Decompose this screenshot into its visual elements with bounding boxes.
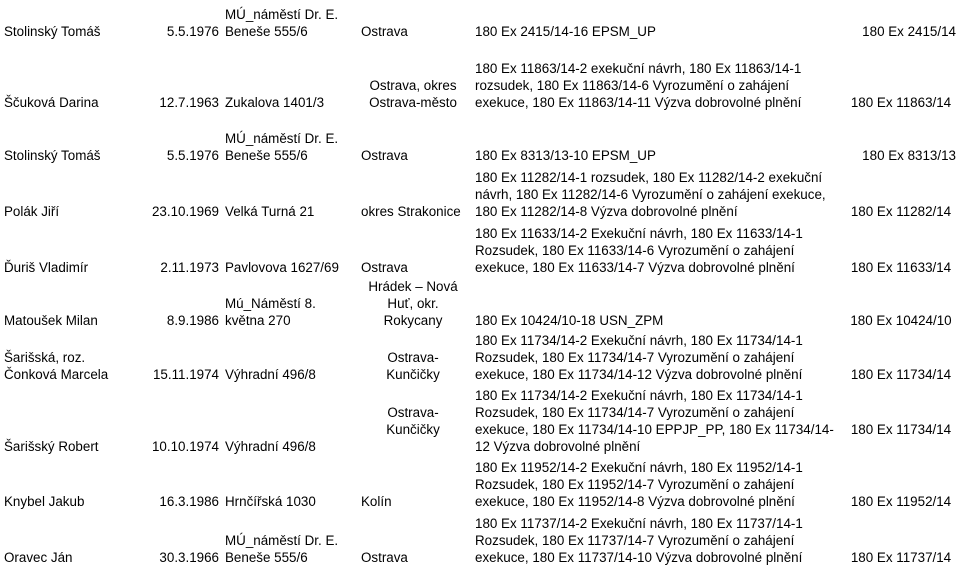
address-cell: Pavlovova 1627/69 (225, 260, 339, 275)
birth-date-cell: 10.10.1974 (151, 439, 219, 454)
description-cell: 180 Ex 11734/14-2 Exekuční návrh, 180 Ex 11734/14-1 Rozsudek, 180 Ex 11734/14-7 Vyrozumění o zahájení exekuce, 180 Ex 11734/14-12 Výzva dobrovolné plnění (475, 333, 803, 382)
name-cell: Stolinský Tomáš (4, 24, 101, 39)
description-cell: 180 Ex 11734/14-2 Exekuční návrh, 180 Ex 11734/14-1 Rozsudek, 180 Ex 11734/14-7 Vyrozumění o zahájení exekuce, 180 Ex 11734/14-10 EPPJP_PP, 180 Ex 11734/14-12 Výzva dobrovolné plnění (475, 388, 834, 454)
table-row (0, 0, 960, 40)
case-number-cell: 180 Ex 8313/13 (862, 148, 956, 163)
address-cell: MÚ_náměstí Dr. E. Beneše 555/6 (225, 131, 339, 163)
name-cell: Knybel Jakub (4, 494, 85, 509)
case-number-cell: 180 Ex 10424/10 (850, 313, 952, 328)
table-row (0, 276, 960, 329)
case-number-cell: 180 Ex 11863/14 (850, 95, 952, 110)
city-cell: Ostrava (361, 24, 408, 39)
description-cell: 180 Ex 10424/10-18 USN_ZPM (475, 313, 664, 328)
birth-date-cell: 2.11.1973 (160, 260, 219, 275)
address-cell: Výhradní 496/8 (225, 367, 316, 382)
city-cell: Ostrava (361, 148, 408, 163)
table-row (0, 455, 960, 510)
city-cell: Kolín (361, 494, 392, 509)
address-cell: MÚ_náměstí Dr. E. Beneše 555/6 (225, 7, 339, 39)
address-cell: Zukalova 1401/3 (225, 95, 325, 110)
description-cell: 180 Ex 11633/14-2 Exekuční návrh, 180 Ex 11633/14-1 Rozsudek, 180 Ex 11633/14-6 Vyrozumění o zahájení exekuce, 180 Ex 11633/14-7 Výzva dobrovolné plnění (475, 226, 803, 275)
birth-date-cell: 5.5.1976 (166, 24, 219, 39)
name-cell: Šarišská, roz. Čonková Marcela (4, 350, 109, 382)
description-cell: 180 Ex 8313/13-10 EPSM_UP (475, 148, 656, 163)
description-cell: 180 Ex 11952/14-2 Exekuční návrh, 180 Ex 11952/14-1 Rozsudek, 180 Ex 11952/14-7 Vyrozumění o zahájení exekuce, 180 Ex 11952/14-8 Výzva dobrovolné plnění (475, 460, 803, 509)
name-cell: Oravec Ján (4, 550, 73, 565)
birth-date-cell: 23.10.1969 (151, 204, 219, 219)
case-number-cell: 180 Ex 2415/14 (862, 24, 956, 39)
table-row (0, 111, 960, 164)
case-number-cell: 180 Ex 11737/14 (850, 550, 952, 565)
table-row (0, 164, 960, 220)
description-cell: 180 Ex 11282/14-1 rozsudek, 180 Ex 11282/14-2 exekuční návrh, 180 Ex 11282/14-6 Vyrozumění o zahájení exekuce, 180 Ex 11282/14-8 Výzva dobrovolné plnění (475, 170, 826, 219)
table-row (0, 383, 960, 455)
city-cell: Hrádek – Nová Huť, okr. Rokycany (368, 279, 458, 328)
birth-date-cell: 15.11.1974 (152, 367, 219, 382)
table-row (0, 40, 960, 111)
name-cell: Ďuriš Vladimír (4, 260, 89, 275)
address-cell: Hrnčířská 1030 (225, 494, 316, 509)
address-cell: Výhradní 496/8 (225, 439, 316, 454)
birth-date-cell: 12.7.1963 (159, 95, 219, 110)
city-cell: Ostrava (361, 550, 408, 565)
name-cell: Ščuková Darina (4, 95, 99, 110)
case-number-cell: 180 Ex 11734/14 (850, 422, 952, 437)
birth-date-cell: 30.3.1966 (159, 550, 219, 565)
city-cell: Ostrava (361, 260, 408, 275)
description-cell: 180 Ex 11737/14-2 Exekuční návrh, 180 Ex 11737/14-1 Rozsudek, 180 Ex 11737/14-7 Vyrozumění o zahájení exekuce, 180 Ex 11737/14-10 Výzva dobrovolné plnění (475, 516, 803, 565)
case-number-cell: 180 Ex 11952/14 (850, 494, 952, 509)
case-number-cell: 180 Ex 11633/14 (850, 260, 952, 275)
birth-date-cell: 8.9.1986 (166, 313, 219, 328)
name-cell: Polák Jiří (4, 204, 60, 219)
city-cell: Ostrava, okres Ostrava-město (369, 78, 457, 110)
name-cell: Šarišský Robert (4, 439, 99, 454)
table-row (0, 220, 960, 276)
name-cell: Matoušek Milan (4, 313, 98, 328)
city-cell: okres Strakonice (361, 204, 461, 219)
birth-date-cell: 16.3.1986 (159, 494, 219, 509)
birth-date-cell: 5.5.1976 (166, 148, 219, 163)
address-cell: Mú_Náměstí 8. května 270 (225, 296, 316, 328)
city-cell: Ostrava-Kunčičky (386, 350, 440, 382)
case-number-cell: 180 Ex 11282/14 (850, 204, 952, 219)
description-cell: 180 Ex 11863/14-2 exekuční návrh, 180 Ex 11863/14-1 rozsudek, 180 Ex 11863/14-6 Vyrozumění o zahájení exekuce, 180 Ex 11863/14-11 Výzva dobrovolné plnění (475, 61, 802, 110)
address-cell: MÚ_náměstí Dr. E. Beneše 555/6 (225, 533, 339, 565)
name-cell: Stolinský Tomáš (4, 148, 101, 163)
address-cell: Velká Turná 21 (225, 204, 315, 219)
table-row (0, 329, 960, 383)
case-number-cell: 180 Ex 11734/14 (850, 367, 952, 382)
table-row (0, 510, 960, 566)
description-cell: 180 Ex 2415/14-16 EPSM_UP (475, 24, 656, 39)
city-cell: Ostrava-Kunčičky (386, 405, 440, 437)
